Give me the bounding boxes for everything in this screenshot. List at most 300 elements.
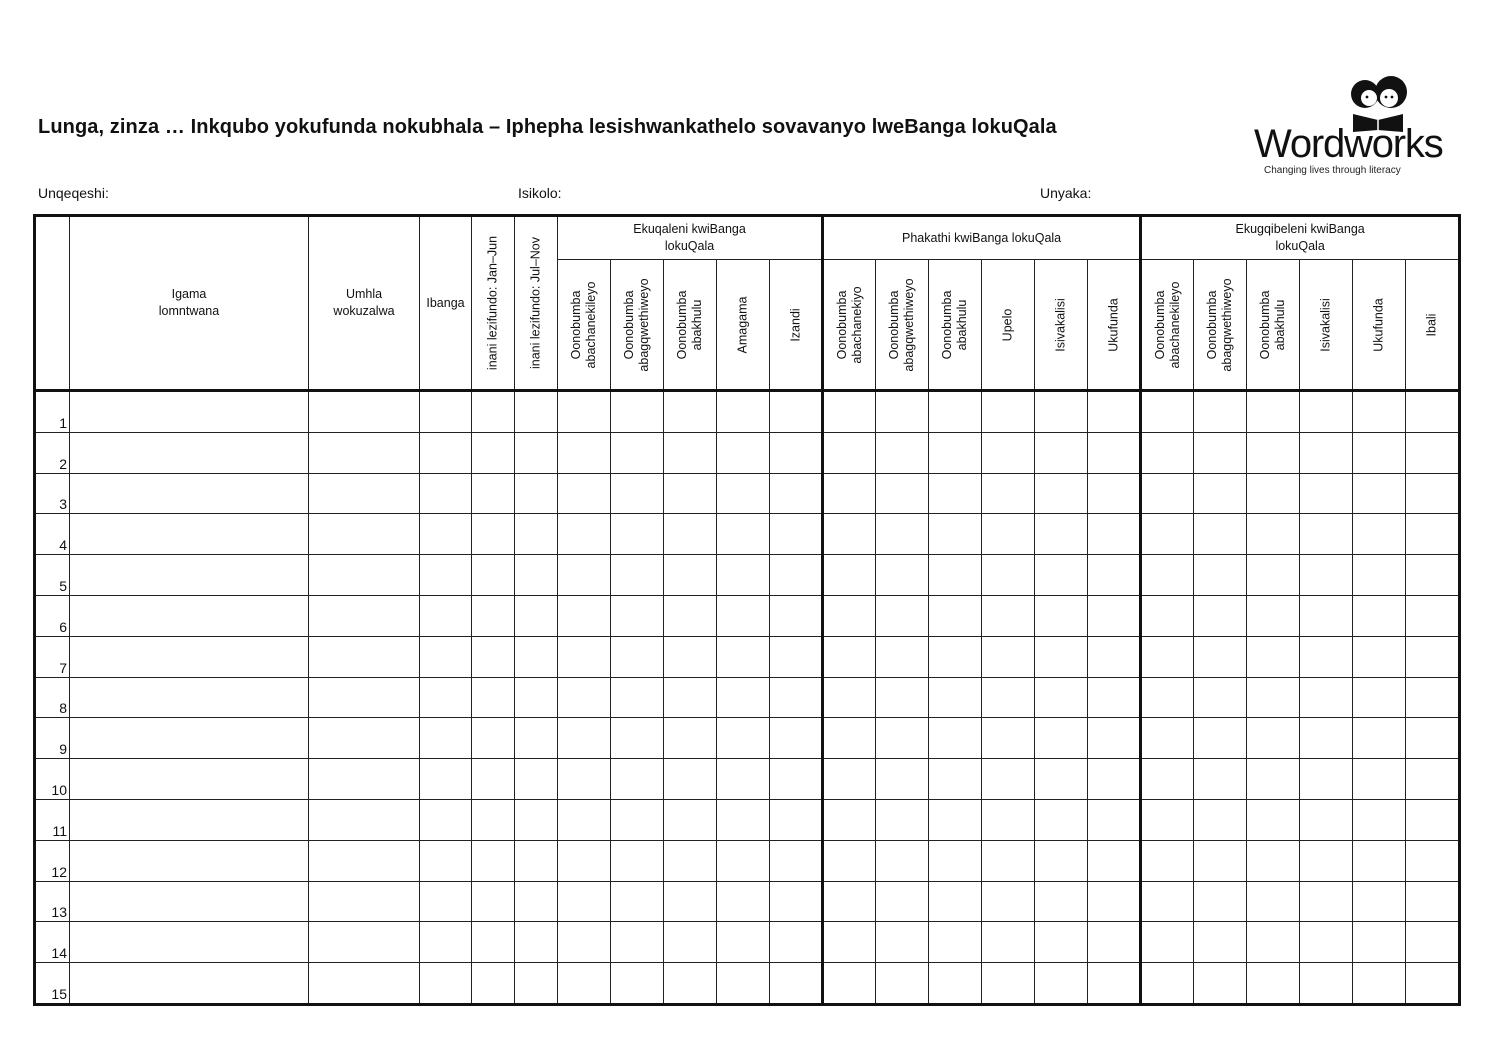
entry-cell[interactable] [1088,473,1141,514]
entry-cell[interactable] [309,555,420,596]
entry-cell[interactable] [472,799,515,840]
entry-cell[interactable] [1353,799,1406,840]
entry-cell[interactable] [558,473,611,514]
entry-cell[interactable] [1035,677,1088,718]
entry-cell[interactable] [717,718,770,759]
entry-cell[interactable] [664,840,717,881]
entry-cell[interactable] [876,432,929,473]
entry-cell[interactable] [70,391,309,433]
entry-cell[interactable] [1141,718,1194,759]
entry-cell[interactable] [1035,514,1088,555]
entry-cell[interactable] [420,881,472,922]
entry-cell[interactable] [1035,555,1088,596]
entry-cell[interactable] [717,759,770,800]
entry-cell[interactable] [1141,432,1194,473]
entry-cell[interactable] [1088,963,1141,1005]
entry-cell[interactable] [558,718,611,759]
entry-cell[interactable] [309,922,420,963]
entry-cell[interactable] [611,677,664,718]
entry-cell[interactable] [1300,514,1353,555]
entry-cell[interactable] [1406,473,1460,514]
entry-cell[interactable] [770,759,823,800]
entry-cell[interactable] [1141,473,1194,514]
entry-cell[interactable] [1194,799,1247,840]
entry-cell[interactable] [1300,840,1353,881]
entry-cell[interactable] [1194,473,1247,514]
entry-cell[interactable] [558,514,611,555]
entry-cell[interactable] [717,432,770,473]
entry-cell[interactable] [1141,840,1194,881]
entry-cell[interactable] [1353,514,1406,555]
entry-cell[interactable] [420,432,472,473]
entry-cell[interactable] [558,677,611,718]
entry-cell[interactable] [309,391,420,433]
entry-cell[interactable] [1406,555,1460,596]
entry-cell[interactable] [770,677,823,718]
entry-cell[interactable] [70,881,309,922]
entry-cell[interactable] [1300,473,1353,514]
entry-cell[interactable] [1406,595,1460,636]
entry-cell[interactable] [70,432,309,473]
entry-cell[interactable] [823,963,876,1005]
entry-cell[interactable] [515,718,558,759]
entry-cell[interactable] [1035,840,1088,881]
entry-cell[interactable] [823,718,876,759]
entry-cell[interactable] [472,759,515,800]
entry-cell[interactable] [664,391,717,433]
entry-cell[interactable] [770,840,823,881]
entry-cell[interactable] [70,555,309,596]
entry-cell[interactable] [1406,718,1460,759]
entry-cell[interactable] [717,922,770,963]
entry-cell[interactable] [1141,636,1194,677]
entry-cell[interactable] [558,595,611,636]
entry-cell[interactable] [1141,595,1194,636]
entry-cell[interactable] [1406,514,1460,555]
entry-cell[interactable] [770,636,823,677]
entry-cell[interactable] [1088,840,1141,881]
entry-cell[interactable] [1353,595,1406,636]
entry-cell[interactable] [1406,759,1460,800]
entry-cell[interactable] [982,677,1035,718]
entry-cell[interactable] [611,718,664,759]
entry-cell[interactable] [1194,759,1247,800]
entry-cell[interactable] [1088,432,1141,473]
entry-cell[interactable] [515,555,558,596]
entry-cell[interactable] [770,391,823,433]
entry-cell[interactable] [515,922,558,963]
entry-cell[interactable] [1194,432,1247,473]
entry-cell[interactable] [876,963,929,1005]
entry-cell[interactable] [1247,636,1300,677]
entry-cell[interactable] [929,799,982,840]
entry-cell[interactable] [558,555,611,596]
entry-cell[interactable] [611,963,664,1005]
entry-cell[interactable] [70,677,309,718]
entry-cell[interactable] [1141,514,1194,555]
entry-cell[interactable] [1035,759,1088,800]
entry-cell[interactable] [664,636,717,677]
entry-cell[interactable] [929,922,982,963]
entry-cell[interactable] [876,677,929,718]
entry-cell[interactable] [1300,595,1353,636]
entry-cell[interactable] [558,391,611,433]
entry-cell[interactable] [515,636,558,677]
entry-cell[interactable] [876,473,929,514]
entry-cell[interactable] [558,963,611,1005]
entry-cell[interactable] [420,922,472,963]
entry-cell[interactable] [823,595,876,636]
entry-cell[interactable] [664,555,717,596]
entry-cell[interactable] [515,432,558,473]
entry-cell[interactable] [1194,718,1247,759]
entry-cell[interactable] [558,432,611,473]
entry-cell[interactable] [929,432,982,473]
entry-cell[interactable] [472,677,515,718]
entry-cell[interactable] [929,636,982,677]
entry-cell[interactable] [664,759,717,800]
entry-cell[interactable] [70,473,309,514]
entry-cell[interactable] [472,595,515,636]
entry-cell[interactable] [472,473,515,514]
entry-cell[interactable] [664,514,717,555]
entry-cell[interactable] [70,840,309,881]
entry-cell[interactable] [1247,799,1300,840]
entry-cell[interactable] [982,636,1035,677]
entry-cell[interactable] [1406,391,1460,433]
entry-cell[interactable] [1247,555,1300,596]
entry-cell[interactable] [770,922,823,963]
entry-cell[interactable] [1247,881,1300,922]
entry-cell[interactable] [515,514,558,555]
entry-cell[interactable] [472,555,515,596]
entry-cell[interactable] [1141,799,1194,840]
entry-cell[interactable] [664,595,717,636]
entry-cell[interactable] [1194,881,1247,922]
entry-cell[interactable] [717,595,770,636]
entry-cell[interactable] [876,799,929,840]
entry-cell[interactable] [1247,718,1300,759]
entry-cell[interactable] [1141,759,1194,800]
entry-cell[interactable] [1247,391,1300,433]
entry-cell[interactable] [1300,636,1353,677]
entry-cell[interactable] [1300,718,1353,759]
entry-cell[interactable] [1141,963,1194,1005]
entry-cell[interactable] [1194,840,1247,881]
entry-cell[interactable] [309,432,420,473]
entry-cell[interactable] [982,555,1035,596]
entry-cell[interactable] [611,595,664,636]
entry-cell[interactable] [823,677,876,718]
entry-cell[interactable] [876,514,929,555]
entry-cell[interactable] [1194,514,1247,555]
entry-cell[interactable] [1353,473,1406,514]
entry-cell[interactable] [823,636,876,677]
entry-cell[interactable] [1300,391,1353,433]
entry-cell[interactable] [515,963,558,1005]
entry-cell[interactable] [1194,636,1247,677]
entry-cell[interactable] [1247,963,1300,1005]
entry-cell[interactable] [876,840,929,881]
entry-cell[interactable] [876,718,929,759]
entry-cell[interactable] [982,881,1035,922]
entry-cell[interactable] [1406,963,1460,1005]
entry-cell[interactable] [823,840,876,881]
entry-cell[interactable] [1406,840,1460,881]
entry-cell[interactable] [1035,718,1088,759]
entry-cell[interactable] [664,432,717,473]
entry-cell[interactable] [770,963,823,1005]
entry-cell[interactable] [982,718,1035,759]
entry-cell[interactable] [664,677,717,718]
entry-cell[interactable] [1088,718,1141,759]
entry-cell[interactable] [664,963,717,1005]
entry-cell[interactable] [472,391,515,433]
entry-cell[interactable] [515,595,558,636]
entry-cell[interactable] [515,473,558,514]
entry-cell[interactable] [1088,799,1141,840]
entry-cell[interactable] [420,677,472,718]
entry-cell[interactable] [876,595,929,636]
entry-cell[interactable] [1406,922,1460,963]
entry-cell[interactable] [611,636,664,677]
entry-cell[interactable] [717,473,770,514]
entry-cell[interactable] [1247,432,1300,473]
entry-cell[interactable] [309,514,420,555]
entry-cell[interactable] [70,759,309,800]
entry-cell[interactable] [823,881,876,922]
entry-cell[interactable] [1088,636,1141,677]
entry-cell[interactable] [420,595,472,636]
entry-cell[interactable] [472,840,515,881]
entry-cell[interactable] [823,799,876,840]
entry-cell[interactable] [70,799,309,840]
entry-cell[interactable] [1353,391,1406,433]
entry-cell[interactable] [309,799,420,840]
entry-cell[interactable] [1353,759,1406,800]
entry-cell[interactable] [1088,922,1141,963]
entry-cell[interactable] [770,555,823,596]
entry-cell[interactable] [664,922,717,963]
entry-cell[interactable] [309,963,420,1005]
entry-cell[interactable] [1406,432,1460,473]
entry-cell[interactable] [1194,555,1247,596]
entry-cell[interactable] [1353,432,1406,473]
entry-cell[interactable] [876,555,929,596]
entry-cell[interactable] [1247,840,1300,881]
entry-cell[interactable] [982,922,1035,963]
entry-cell[interactable] [1300,759,1353,800]
entry-cell[interactable] [1035,432,1088,473]
entry-cell[interactable] [717,963,770,1005]
entry-cell[interactable] [717,391,770,433]
entry-cell[interactable] [420,840,472,881]
entry-cell[interactable] [70,595,309,636]
entry-cell[interactable] [611,391,664,433]
entry-cell[interactable] [770,595,823,636]
entry-cell[interactable] [1406,677,1460,718]
entry-cell[interactable] [309,840,420,881]
entry-cell[interactable] [309,759,420,800]
entry-cell[interactable] [1035,963,1088,1005]
entry-cell[interactable] [1194,595,1247,636]
entry-cell[interactable] [770,799,823,840]
entry-cell[interactable] [420,636,472,677]
entry-cell[interactable] [611,555,664,596]
entry-cell[interactable] [70,514,309,555]
entry-cell[interactable] [70,963,309,1005]
entry-cell[interactable] [1088,391,1141,433]
entry-cell[interactable] [1035,391,1088,433]
entry-cell[interactable] [770,718,823,759]
entry-cell[interactable] [420,799,472,840]
entry-cell[interactable] [717,514,770,555]
entry-cell[interactable] [309,473,420,514]
entry-cell[interactable] [823,473,876,514]
entry-cell[interactable] [70,636,309,677]
entry-cell[interactable] [1353,963,1406,1005]
entry-cell[interactable] [929,595,982,636]
entry-cell[interactable] [876,881,929,922]
entry-cell[interactable] [1300,922,1353,963]
entry-cell[interactable] [982,514,1035,555]
entry-cell[interactable] [1406,881,1460,922]
entry-cell[interactable] [1141,555,1194,596]
entry-cell[interactable] [1194,963,1247,1005]
entry-cell[interactable] [982,595,1035,636]
entry-cell[interactable] [770,473,823,514]
entry-cell[interactable] [982,432,1035,473]
entry-cell[interactable] [309,636,420,677]
entry-cell[interactable] [611,473,664,514]
entry-cell[interactable] [1247,922,1300,963]
entry-cell[interactable] [472,922,515,963]
entry-cell[interactable] [420,555,472,596]
entry-cell[interactable] [515,840,558,881]
entry-cell[interactable] [1088,514,1141,555]
entry-cell[interactable] [1353,718,1406,759]
entry-cell[interactable] [1035,595,1088,636]
entry-cell[interactable] [929,881,982,922]
entry-cell[interactable] [982,473,1035,514]
entry-cell[interactable] [558,636,611,677]
entry-cell[interactable] [982,840,1035,881]
entry-cell[interactable] [1247,677,1300,718]
entry-cell[interactable] [717,799,770,840]
entry-cell[interactable] [770,881,823,922]
entry-cell[interactable] [1300,555,1353,596]
entry-cell[interactable] [1141,922,1194,963]
entry-cell[interactable] [929,963,982,1005]
entry-cell[interactable] [472,636,515,677]
entry-cell[interactable] [1141,677,1194,718]
entry-cell[interactable] [717,840,770,881]
entry-cell[interactable] [982,799,1035,840]
entry-cell[interactable] [472,963,515,1005]
entry-cell[interactable] [1247,473,1300,514]
entry-cell[interactable] [420,759,472,800]
entry-cell[interactable] [611,799,664,840]
entry-cell[interactable] [1353,555,1406,596]
entry-cell[interactable] [1300,799,1353,840]
entry-cell[interactable] [876,636,929,677]
entry-cell[interactable] [515,759,558,800]
entry-cell[interactable] [1035,922,1088,963]
entry-cell[interactable] [1247,595,1300,636]
entry-cell[interactable] [929,473,982,514]
entry-cell[interactable] [823,759,876,800]
entry-cell[interactable] [1035,799,1088,840]
entry-cell[interactable] [1353,840,1406,881]
entry-cell[interactable] [472,718,515,759]
entry-cell[interactable] [929,718,982,759]
entry-cell[interactable] [420,473,472,514]
entry-cell[interactable] [1035,881,1088,922]
entry-cell[interactable] [664,473,717,514]
entry-cell[interactable] [611,514,664,555]
entry-cell[interactable] [472,432,515,473]
entry-cell[interactable] [717,636,770,677]
entry-cell[interactable] [929,514,982,555]
entry-cell[interactable] [823,555,876,596]
entry-cell[interactable] [611,759,664,800]
entry-cell[interactable] [70,922,309,963]
entry-cell[interactable] [717,881,770,922]
entry-cell[interactable] [982,391,1035,433]
entry-cell[interactable] [515,677,558,718]
entry-cell[interactable] [1406,636,1460,677]
entry-cell[interactable] [770,432,823,473]
entry-cell[interactable] [664,799,717,840]
entry-cell[interactable] [717,677,770,718]
entry-cell[interactable] [558,881,611,922]
entry-cell[interactable] [309,718,420,759]
entry-cell[interactable] [309,677,420,718]
entry-cell[interactable] [472,881,515,922]
entry-cell[interactable] [1353,677,1406,718]
entry-cell[interactable] [1035,636,1088,677]
entry-cell[interactable] [558,799,611,840]
entry-cell[interactable] [1300,963,1353,1005]
entry-cell[interactable] [1088,677,1141,718]
entry-cell[interactable] [611,922,664,963]
entry-cell[interactable] [929,555,982,596]
entry-cell[interactable] [929,759,982,800]
entry-cell[interactable] [558,759,611,800]
entry-cell[interactable] [664,718,717,759]
entry-cell[interactable] [1141,881,1194,922]
entry-cell[interactable] [1194,677,1247,718]
entry-cell[interactable] [420,391,472,433]
entry-cell[interactable] [876,922,929,963]
entry-cell[interactable] [558,922,611,963]
entry-cell[interactable] [982,963,1035,1005]
entry-cell[interactable] [1353,636,1406,677]
entry-cell[interactable] [929,391,982,433]
entry-cell[interactable] [1141,391,1194,433]
entry-cell[interactable] [1353,922,1406,963]
entry-cell[interactable] [1035,473,1088,514]
entry-cell[interactable] [611,881,664,922]
entry-cell[interactable] [929,840,982,881]
entry-cell[interactable] [1194,391,1247,433]
entry-cell[interactable] [876,759,929,800]
entry-cell[interactable] [1088,881,1141,922]
entry-cell[interactable] [515,391,558,433]
entry-cell[interactable] [1088,555,1141,596]
entry-cell[interactable] [1300,677,1353,718]
entry-cell[interactable] [309,595,420,636]
